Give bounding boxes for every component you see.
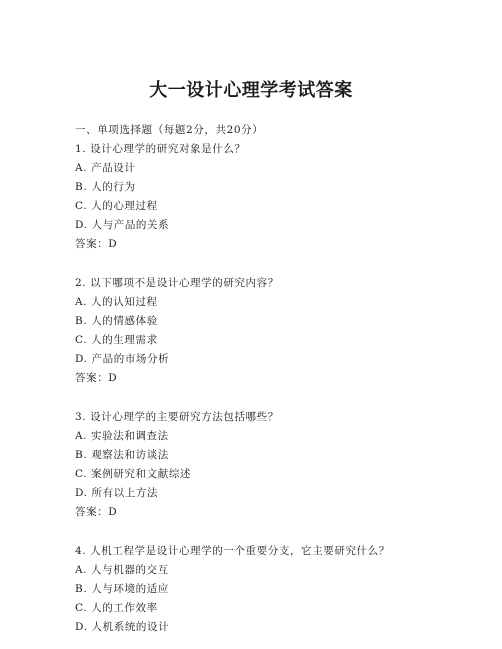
- answer-text: 答案：D: [75, 372, 118, 384]
- option-c: C. 人的心理过程: [75, 200, 158, 212]
- spacer: [75, 254, 475, 274]
- question-text: 2. 以下哪项不是设计心理学的研究内容？: [75, 277, 279, 289]
- option-a: A. 产品设计: [75, 162, 136, 174]
- question-block: [75, 274, 475, 388]
- option-d: D. 人与产品的关系: [75, 219, 170, 231]
- option-b: B. 人与环境的适应: [75, 583, 169, 595]
- option-d: D. 人机系统的设计: [75, 621, 170, 633]
- answer-text: 答案：D: [75, 506, 118, 518]
- option-b: B. 人的情感体验: [75, 315, 158, 327]
- question-text: 4. 人机工程学是设计心理学的一个重要分支，它主要研究什么？: [75, 545, 390, 557]
- document-title: 大一设计心理学考试答案: [149, 80, 353, 101]
- option-a: A. 人的认知过程: [75, 296, 158, 308]
- question-text: 3. 设计心理学的主要研究方法包括哪些？: [75, 411, 279, 423]
- question-block: [75, 408, 475, 522]
- spacer: [75, 522, 475, 542]
- question-block: [75, 140, 475, 254]
- answer-text: 答案：D: [75, 238, 118, 250]
- question-text: 1. 设计心理学的研究对象是什么？: [75, 143, 246, 155]
- section-heading: 一、单项选择题（每题2分，共20分）: [75, 124, 264, 136]
- option-a: A. 人与机器的交互: [75, 564, 169, 576]
- option-d: D. 所有以上方法: [75, 487, 159, 499]
- spacer: [75, 388, 475, 408]
- option-c: C. 案例研究和文献综述: [75, 468, 192, 480]
- option-d: D. 产品的市场分析: [75, 353, 170, 365]
- option-b: B. 人的行为: [75, 181, 136, 193]
- document-body: [75, 121, 475, 637]
- question-block: [75, 542, 475, 637]
- option-c: C. 人的工作效率: [75, 602, 158, 614]
- option-a: A. 实验法和调查法: [75, 430, 169, 442]
- option-c: C. 人的生理需求: [75, 334, 158, 346]
- option-b: B. 观察法和访谈法: [75, 449, 169, 461]
